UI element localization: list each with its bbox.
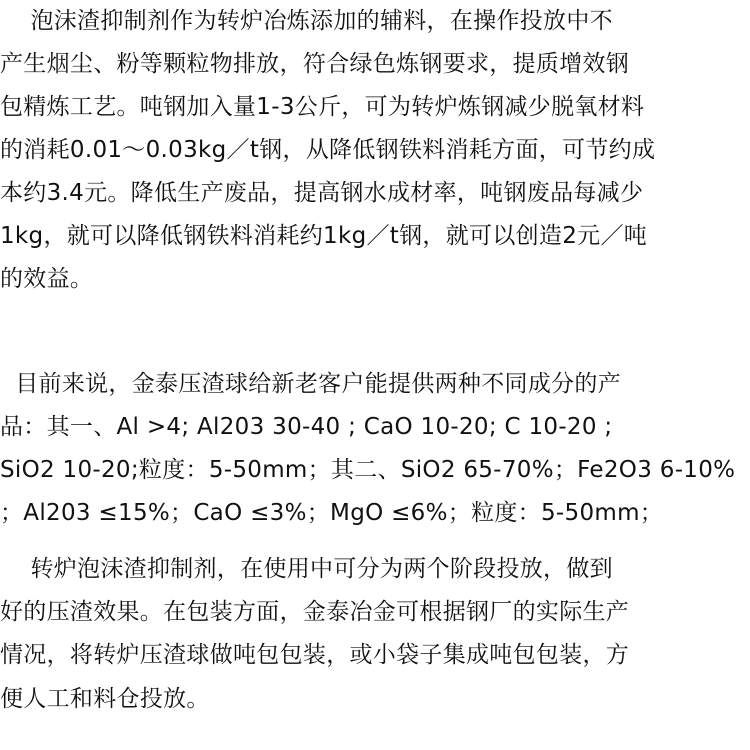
paragraph-1-line-2: 产生烟尘、粉等颗粒物排放，符合绿色炼钢要求，提质增效钢 bbox=[0, 51, 630, 77]
paragraph-1-line-4: 的消耗0.01～0.03kg／t钢，从降低钢铁料消耗方面，可节约成 bbox=[0, 137, 656, 163]
paragraph-1-line-5: 本约3.4元。降低生产废品，提高钢水成材率，吨钢废品每减少 bbox=[0, 180, 644, 206]
paragraph-3-line-3: 情况，将转炉压渣球做吨包包装，或小袋子集成吨包包装，方 bbox=[0, 642, 630, 668]
paragraph-2-line-1: 目前来说，金泰压渣球给新老客户能提供两种不同成分的产 bbox=[0, 371, 622, 397]
paragraph-3-line-1: 转炉泡沫渣抑制剂，在使用中可分为两个阶段投放，做到 bbox=[0, 556, 613, 582]
paragraph-3-line-2: 好的压渣效果。在包装方面，金泰冶金可根据钢厂的实际生产 bbox=[0, 599, 630, 625]
paragraph-1-line-3: 包精炼工艺。吨钢加入量1-3公斤，可为转炉炼钢减少脱氧材料 bbox=[0, 94, 645, 120]
paragraph-2-line-3: SiO2 10-20;粒度：5-50mm；其二、SiO2 65-70%；Fe2O3 6-10% bbox=[0, 457, 736, 483]
paragraph-3-line-4: 便人工和料仓投放。 bbox=[0, 686, 210, 712]
paragraph-2-line-2: 品：其一、Al >4; Al203 30-40 ; CaO 10-20; C 10-20 ; bbox=[0, 414, 613, 440]
paragraph-1-line-7: 的效益。 bbox=[0, 266, 94, 292]
paragraph-1-line-6: 1kg，就可以降低钢铁料消耗约1kg／t钢，就可以创造2元／吨 bbox=[0, 223, 648, 249]
paragraph-2-line-4: ；Al203 ≤15%；CaO ≤3%；MgO ≤6%；粒度：5-50mm； bbox=[0, 500, 664, 526]
paragraph-1-line-1: 泡沫渣抑制剂作为转炉冶炼添加的辅料，在操作投放中不 bbox=[0, 8, 613, 34]
